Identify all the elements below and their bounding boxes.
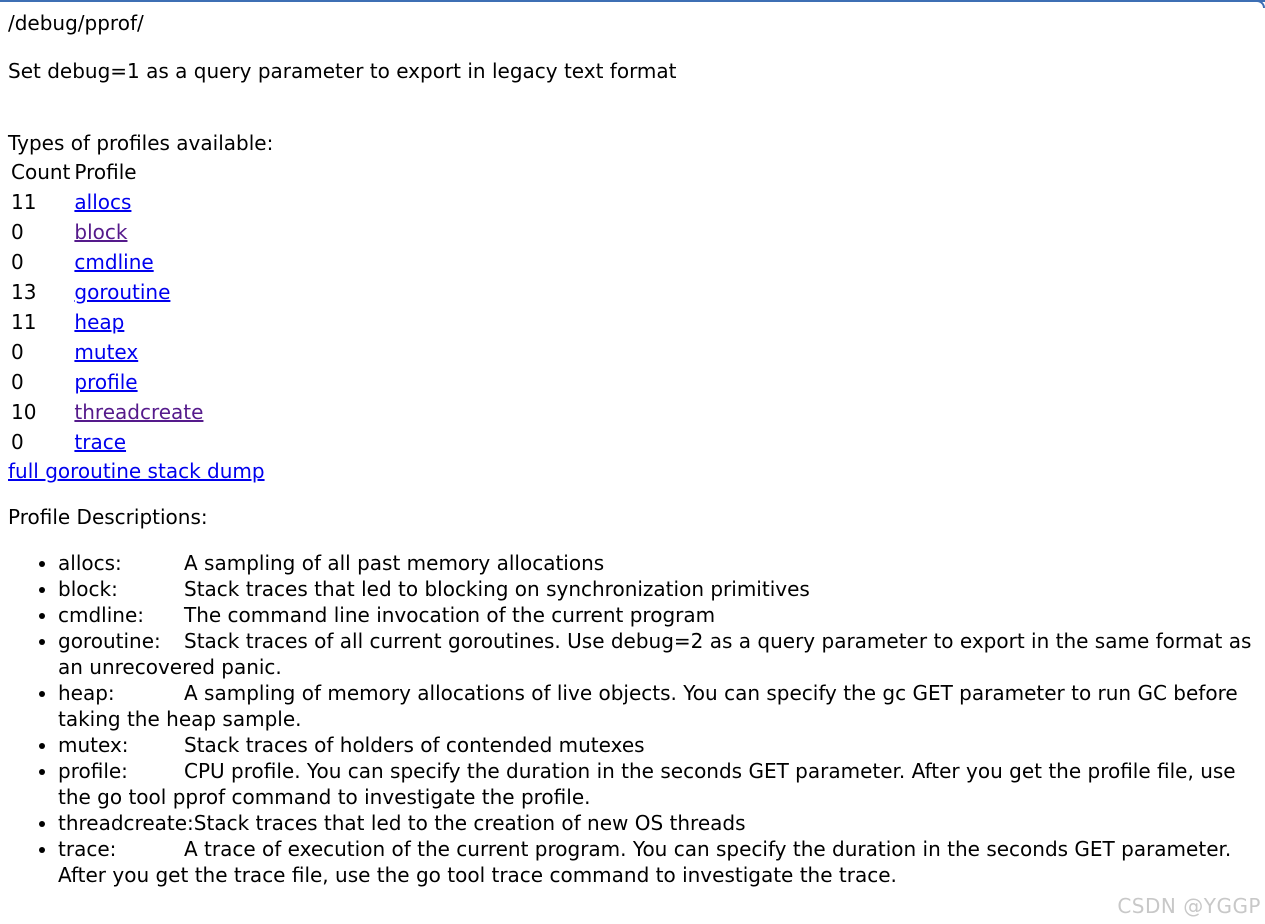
table-row (10, 188, 204, 216)
profile-count: 13 (11, 280, 37, 304)
profile-cell (73, 398, 204, 426)
table-row (10, 278, 204, 306)
description-profile-name: allocs: (58, 551, 122, 575)
table-row (10, 368, 204, 396)
intro-text: Set debug=1 as a query parameter to export in legacy text format (8, 59, 677, 83)
table-row (10, 428, 204, 456)
list-item (58, 628, 1258, 680)
profile-link-block[interactable]: block (74, 220, 128, 244)
list-item (58, 732, 1258, 758)
list-item (58, 602, 1258, 628)
profile-count: 11 (11, 310, 37, 334)
description-profile-name: heap: (58, 681, 115, 705)
profile-cell (73, 278, 204, 306)
profiles-table-header (10, 158, 204, 186)
description-text: CPU profile. You can specify the duration in the seconds GET parameter. After you get the profile file, use the go tool pprof command to investigate the profile. (58, 759, 1236, 809)
list-item (58, 836, 1258, 888)
table-row (10, 308, 204, 336)
profile-link-trace[interactable]: trace (74, 430, 127, 454)
profile-link-profile[interactable]: profile (74, 370, 138, 394)
description-profile-name: profile: (58, 759, 128, 783)
profile-link-threadcreate[interactable]: threadcreate (74, 400, 204, 424)
list-item (58, 576, 1258, 602)
profile-count: 0 (11, 220, 24, 244)
description-profile-name: cmdline: (58, 603, 145, 627)
description-text: Stack traces of holders of contended mutexes (184, 733, 645, 757)
profile-link-mutex[interactable]: mutex (74, 340, 139, 364)
profile-cell (73, 428, 204, 456)
profile-link-heap[interactable]: heap (74, 310, 125, 334)
description-text: The command line invocation of the current program (184, 603, 716, 627)
table-row (10, 248, 204, 276)
profile-cell (73, 218, 204, 246)
description-profile-name: threadcreate: (58, 811, 194, 835)
description-text: A trace of execution of the current program. You can specify the duration in the seconds GET parameter. After you get the trace file, use the go tool trace command to investigate the trace. (58, 837, 1232, 887)
window-top-edge (0, 0, 1265, 2)
profile-cell (73, 308, 204, 336)
watermark: CSDN @YGGP (1117, 894, 1261, 918)
description-profile-name: trace: (58, 837, 117, 861)
list-item (58, 758, 1258, 810)
table-row (10, 338, 204, 366)
profile-count: 0 (11, 340, 24, 364)
profiles-table (8, 156, 206, 458)
profile-link-goroutine[interactable]: goroutine (74, 280, 171, 304)
profile-descriptions-list (8, 550, 1258, 888)
profile-count: 11 (11, 190, 37, 214)
description-text: Stack traces of all current goroutines. Use debug=2 as a query parameter to export in the same format as an unrecovered panic. (58, 629, 1252, 679)
pprof-index-page (8, 10, 1258, 888)
profile-cell (73, 338, 204, 366)
profile-link-cmdline[interactable]: cmdline (74, 250, 154, 274)
description-text: Stack traces that led to the creation of new OS threads (193, 811, 746, 835)
full-goroutine-stack-dump-link[interactable]: full goroutine stack dump (8, 459, 265, 483)
list-item (58, 550, 1258, 576)
description-profile-name: goroutine: (58, 629, 161, 653)
profile-count: 0 (11, 430, 24, 454)
profile-cell (73, 188, 204, 216)
list-item (58, 810, 1258, 836)
profile-count: 0 (11, 370, 24, 394)
description-text: A sampling of all past memory allocations (184, 551, 605, 575)
description-text: A sampling of memory allocations of live objects. You can specify the gc GET parameter to run GC before taking the heap sample. (58, 681, 1238, 731)
profile-count: 0 (11, 250, 24, 274)
profile-column-header: Profile (74, 160, 137, 184)
description-profile-name: mutex: (58, 733, 129, 757)
page-title: /debug/pprof/ (8, 11, 144, 35)
table-row (10, 218, 204, 246)
description-profile-name: block: (58, 577, 118, 601)
profile-cell (73, 248, 204, 276)
profile-count: 10 (11, 400, 37, 424)
count-column-header: Count (11, 160, 71, 184)
descriptions-label: Profile Descriptions: (8, 505, 208, 529)
table-row (10, 398, 204, 426)
profile-types-label: Types of profiles available: (8, 131, 274, 155)
profile-cell (73, 368, 204, 396)
description-text: Stack traces that led to blocking on synchronization primitives (184, 577, 810, 601)
profile-link-allocs[interactable]: allocs (74, 190, 132, 214)
profiles-table-body (10, 188, 204, 456)
list-item (58, 680, 1258, 732)
